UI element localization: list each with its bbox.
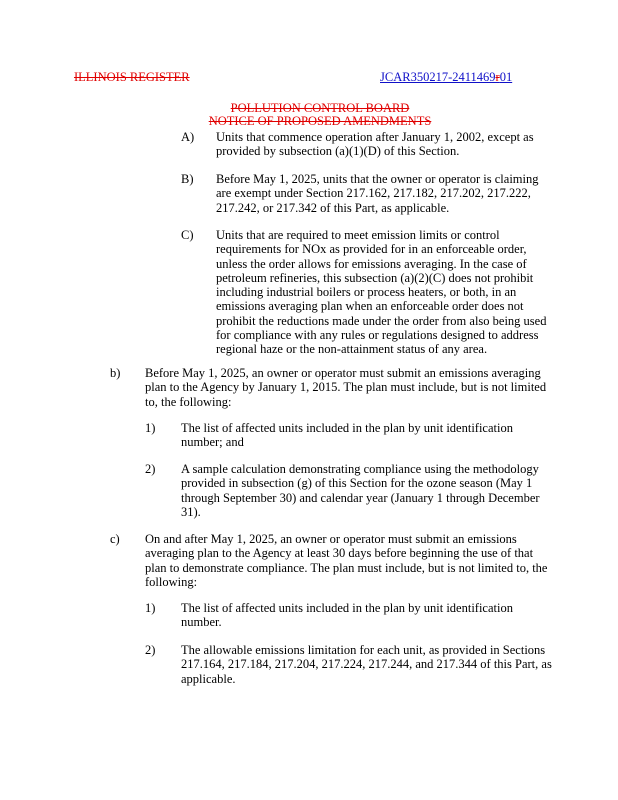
text-line: A sample calculation demonstrating compliance using the methodology bbox=[181, 462, 539, 476]
text-line: The allowable emissions limitation for each unit, as provided in Sections bbox=[181, 643, 546, 657]
board-title: POLLUTION CONTROL BOARD bbox=[230, 101, 410, 115]
text-line: Units that commence operation after January 1, 2002, except as bbox=[216, 130, 534, 144]
jcar-code-tail: 01 bbox=[499, 70, 513, 84]
item-text bbox=[216, 172, 539, 215]
text-line: petroleum refineries, this subsection (a)(2)(C) does not prohibit bbox=[216, 270, 534, 285]
text-line: The list of affected units included in the plan by unit identification bbox=[181, 601, 513, 615]
item-label: c) bbox=[110, 532, 120, 546]
text-line: 217.242, or 217.342 of this Part, as applicable. bbox=[216, 200, 450, 215]
text-line: through September 30) and calendar year (January 1 through December bbox=[181, 490, 540, 505]
item-text bbox=[145, 532, 547, 589]
item-label: 1) bbox=[145, 601, 156, 615]
text-line: applicable. bbox=[181, 671, 236, 686]
item-label: C) bbox=[181, 228, 194, 242]
item-text bbox=[181, 462, 540, 519]
text-line: Before May 1, 2025, an owner or operator must submit an emissions averaging bbox=[145, 366, 541, 380]
item-text bbox=[181, 421, 513, 450]
text-line: 217.164, 217.184, 217.204, 217.224, 217.244, and 217.344 of this Part, as bbox=[181, 657, 552, 672]
item-label: b) bbox=[110, 366, 121, 380]
jcar-code-main: JCAR350217-2411469 bbox=[380, 70, 496, 84]
item-text bbox=[145, 366, 546, 409]
item-label: 2) bbox=[145, 462, 156, 476]
text-line: plan to demonstrate compliance. The plan must include, but is not limited to, the bbox=[145, 560, 548, 575]
text-line: The list of affected units included in the plan by unit identification bbox=[181, 421, 513, 435]
text-line: averaging plan to the Agency at least 30 days before beginning the use of that bbox=[145, 546, 534, 561]
item-label: 1) bbox=[145, 421, 156, 435]
text-line: number. bbox=[181, 615, 222, 630]
text-line: plan to the Agency by January 1, 2015. The plan must include, but is not limited bbox=[145, 380, 547, 395]
text-line: following: bbox=[145, 574, 198, 589]
text-line: requirements for NOx as provided for in an enforceable order, bbox=[216, 242, 527, 257]
item-label: B) bbox=[181, 172, 194, 186]
jcar-code bbox=[380, 70, 512, 84]
text-line: number; and bbox=[181, 435, 244, 450]
text-line: for compliance with any rules or regulations designed to address bbox=[216, 328, 539, 343]
text-line: including industrial boilers or process heaters, or both, in an bbox=[216, 285, 517, 300]
register-header: ILLINOIS REGISTER bbox=[74, 70, 190, 84]
text-line: unless the order allows for emissions averaging. In the case of bbox=[216, 256, 527, 271]
text-line: 31). bbox=[181, 504, 201, 519]
text-line: to, the following: bbox=[145, 394, 232, 409]
item-text bbox=[181, 601, 513, 630]
text-line: provided in subsection (g) of this Section for the ozone season (May 1 bbox=[181, 476, 533, 491]
item-label: A) bbox=[181, 130, 195, 144]
item-label: 2) bbox=[145, 643, 156, 657]
text-line: are exempt under Section 217.162, 217.182, 217.202, 217.222, bbox=[216, 186, 531, 201]
text-line: provided by subsection (a)(1)(D) of this Section. bbox=[216, 144, 460, 159]
jcar-code-deleted: r bbox=[495, 70, 500, 84]
notice-title: NOTICE OF PROPOSED AMENDMENTS bbox=[208, 114, 432, 128]
text-line: Units that are required to meet emission limits or control bbox=[216, 228, 500, 242]
item-text bbox=[181, 643, 552, 686]
text-line: prohibit the reductions made under the order from also being used bbox=[216, 313, 547, 328]
text-line: emissions averaging plan when an enforceable order does not bbox=[216, 299, 524, 314]
item-text bbox=[216, 228, 546, 357]
item-text bbox=[216, 130, 534, 159]
text-line: regional haze or the non-attainment status of any area. bbox=[216, 342, 488, 357]
text-line: On and after May 1, 2025, an owner or operator must submit an emissions bbox=[145, 532, 517, 546]
text-line: Before May 1, 2025, units that the owner or operator is claiming bbox=[216, 172, 539, 186]
